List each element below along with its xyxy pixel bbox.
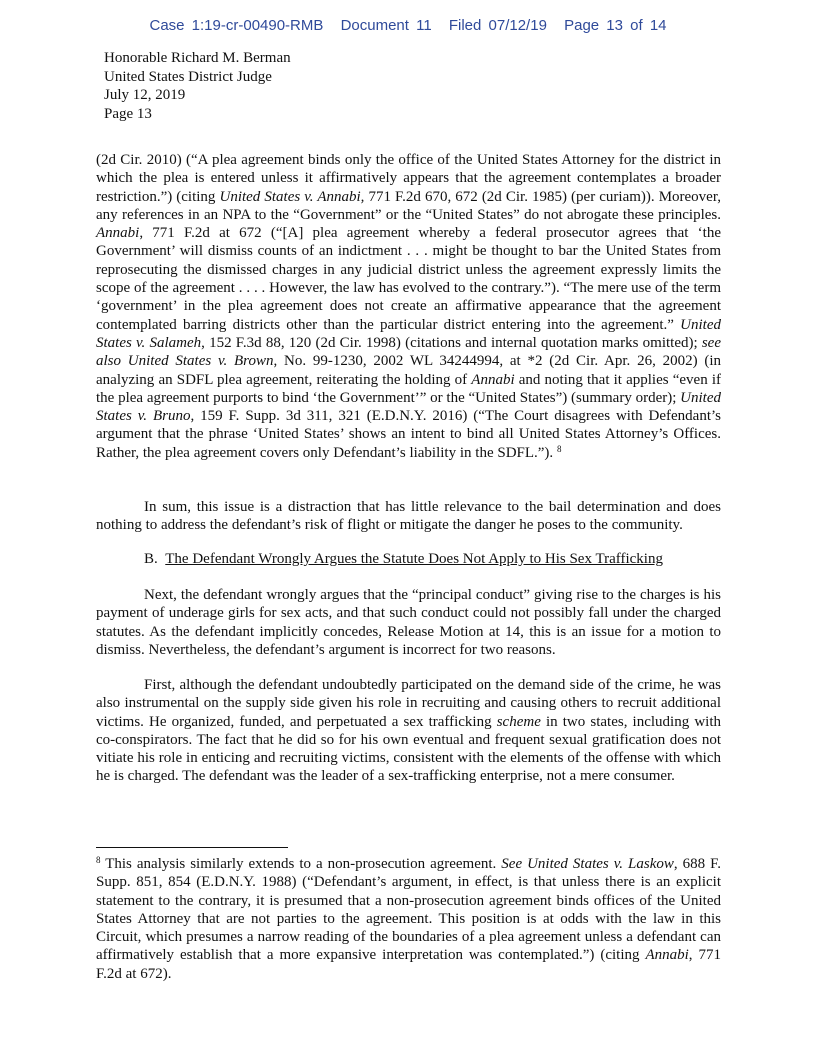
paragraph-next: Next, the defendant wrongly argues that the “principal conduct” giving rise to the charges is his payment of underage girls for sex acts, and that such conduct could not possibly fall under the charged statutes. As the defendant implicitly concedes, Release Motion at 14, this is an issue for a motion to dismiss. Nevertheless, the defendant’s argument is incorrect for two reasons. bbox=[96, 587, 721, 658]
case-citation: see also United States v. Brown bbox=[96, 334, 721, 370]
filed-date: Filed 07/12/19 bbox=[448, 17, 547, 34]
addressee-title: United States District Judge bbox=[104, 68, 272, 85]
footnote-number: 8 bbox=[96, 855, 101, 865]
letter-date: July 12, 2019 bbox=[104, 87, 186, 104]
address-block bbox=[104, 49, 291, 123]
case-citation: Annabi bbox=[96, 225, 140, 242]
case-citation: United States v. Salameh bbox=[96, 316, 721, 351]
addressee-name: Honorable Richard M. Berman bbox=[104, 50, 291, 66]
case-citation: Annabi bbox=[471, 371, 515, 388]
case-citation: See United States v. Laskow bbox=[501, 856, 674, 872]
case-citation: United States v. Annabi, bbox=[219, 188, 365, 205]
section-label: B. bbox=[144, 551, 158, 567]
paragraph-first: First, although the defendant undoubtedly participated on the demand side of the crime, he was also instrumental on the supply side given his role in recruiting and causing others to recruit additional victims. He organized, funded, and perpetuated a sex trafficking scheme in two states, including with co-conspirators. The fact that he did so for his own eventual and frequent sexual gratification does not vitiate his role in enticing and recruiting victims, consistent with the elements of the offense with which he is charged. The defendant was the leader of a sex-trafficking enterprise, not a mere consumer. bbox=[96, 677, 721, 785]
page-count: Page 13 of 14 bbox=[564, 17, 667, 34]
footnote-8: $^8$ This analysis similarly extends to a non-prosecution agreement. See United States v. Laskow, 688 F. Supp. 851, 854 (E.D.N.Y. 1988) (“Defendant’s argument, in effect, is that unless there is an explicit statement to the contrary, it is presumed that a non-prosecution agreement binds offices of the United States Attorney that are not parties to the agreement. This position is at odds with the law in this Circuit, which presumes a narrow reading of the boundaries of a plea agreement unless a defendant can affirmatively establish that a more expansive interpretation was contemplated.”) (citing Annabi, 771 F.2d at 672). bbox=[96, 855, 721, 982]
paragraph-summary: In sum, this issue is a distraction that has little relevance to the bail determination and does nothing to address the defendant’s risk of flight or mitigate the danger he poses to the community. bbox=[96, 499, 721, 534]
emphasis: scheme bbox=[496, 713, 541, 730]
page-label: Page 13 bbox=[104, 105, 152, 122]
case-citation: United States v. Bruno bbox=[96, 389, 721, 425]
footnote-reference: 8 bbox=[556, 443, 562, 454]
footnote-divider bbox=[96, 847, 288, 848]
case-citation: Annabi bbox=[645, 947, 689, 964]
section-heading-b bbox=[144, 551, 663, 568]
section-title: The Defendant Wrongly Argues the Statute Does Not Apply to His Sex Trafficking bbox=[165, 551, 663, 567]
document-number: Document 11 bbox=[340, 17, 432, 34]
ecf-filing-header bbox=[0, 17, 816, 34]
paragraph-citations: (2d Cir. 2010) (“A plea agreement binds only the office of the United States Attorney for the district in which the plea is entered unless it affirmatively appears that the agreement contemplates a broader restriction.”) (citing United States v. Annabi, 771 F.2d 670, 672 (2d Cir. 1985) (per curiam)). Moreover, any references in an NPA to the “Government” or the “United States” do not abrogate these principles. Annabi, 771 F.2d at 672 (“[A] plea agreement whereby a federal prosecutor agrees that ‘the Government’ will dismiss counts of an indictment . . . might be thought to bar the United States from reprosecuting the dismissed charges in any judicial district unless the agreement expressly limits the scope of the agreement . . . . However, the law has evolved to the contrary.”). “The mere use of the term ‘government’ in the plea agreement does not create an affirmative appearance that the agreement contemplated barring districts other than the particular district entering into the agreement.” United States v. Salameh, 152 F.3d 88, 120 (2d Cir. 1998) (citations and internal quotation marks omitted); see also United States v. Brown, No. 99-1230, 2002 WL 34244994, at *2 (2d Cir. Apr. 26, 2002) (in analyzing an SDFL plea agreement, reiterating the holding of Annabi and noting that it applies “even if the plea agreement purports to bind ‘the Government’” or the “United States”) (summary order); United States v. Bruno, 159 F. Supp. 3d 311, 321 (E.D.N.Y. 2016) (“The Court disagrees with Defendant’s argument that the phrase ‘United States’ shows an intent to bind all United States Attorney’s Offices. Rather, the plea agreement covers only Defendant’s liability in the SDFL.”). $^8$ bbox=[96, 152, 722, 461]
case-number: Case 1:19-cr-00490-RMB bbox=[149, 17, 324, 34]
